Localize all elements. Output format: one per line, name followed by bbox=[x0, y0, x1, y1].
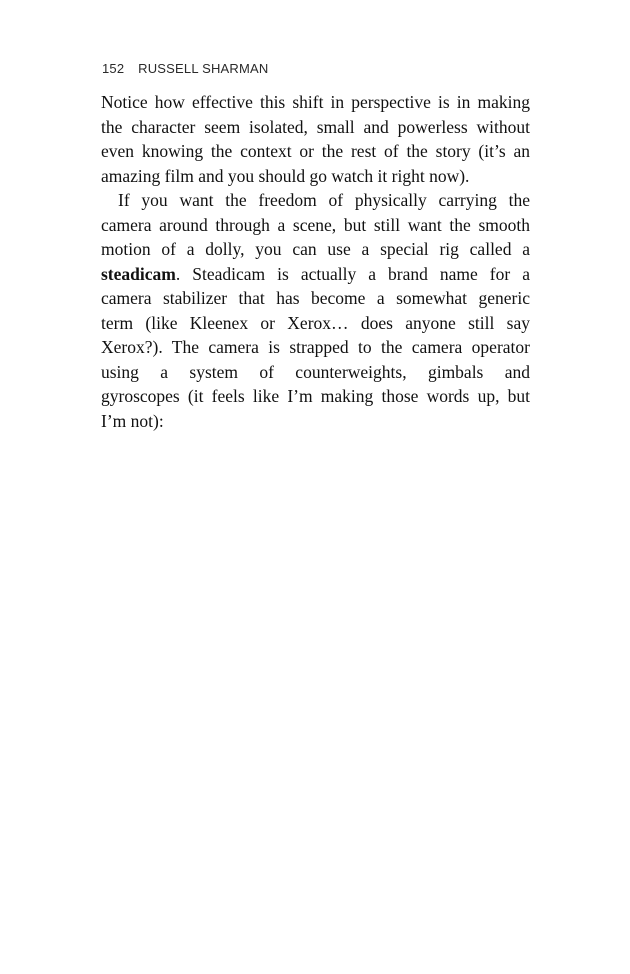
text-line: Xerox?). The camera is strapped to the camera operator bbox=[101, 337, 530, 357]
text-line: gyroscopes (it feels like I’m making those words up, but bbox=[101, 386, 530, 406]
text-line: term (like Kleenex or Xerox… does anyone still say bbox=[101, 312, 530, 333]
running-header bbox=[102, 61, 269, 76]
author-name: RUSSELL SHARMAN bbox=[138, 61, 269, 76]
body-text bbox=[101, 90, 530, 433]
defined-term: steadicam bbox=[101, 263, 176, 284]
text-fragment: . Steadicam is actually a brand name for a bbox=[175, 263, 530, 284]
text-line: If you want the freedom of physically carrying the bbox=[118, 190, 530, 210]
paragraph-2 bbox=[101, 188, 530, 433]
text-line: camera stabilizer that has become a somewhat generic bbox=[101, 288, 530, 308]
text-line bbox=[101, 262, 530, 287]
text-line: camera around through a scene, but still want the smooth bbox=[101, 214, 530, 235]
text-line: I’m not): bbox=[101, 410, 164, 431]
text-line: Notice how effective this shift in perspective is in making bbox=[101, 92, 530, 112]
text-line: amazing film and you should go watch it right now). bbox=[101, 165, 470, 186]
text-line: even knowing the context or the rest of the story (it’s an bbox=[101, 141, 530, 161]
text-line: using a system of counterweights, gimbals and bbox=[101, 361, 530, 382]
text-line: the character seem isolated, small and powerless without bbox=[101, 116, 530, 137]
paragraph-1 bbox=[101, 90, 530, 188]
page-number: 152 bbox=[102, 61, 125, 76]
text-line: motion of a dolly, you can use a special rig called a bbox=[101, 239, 530, 259]
